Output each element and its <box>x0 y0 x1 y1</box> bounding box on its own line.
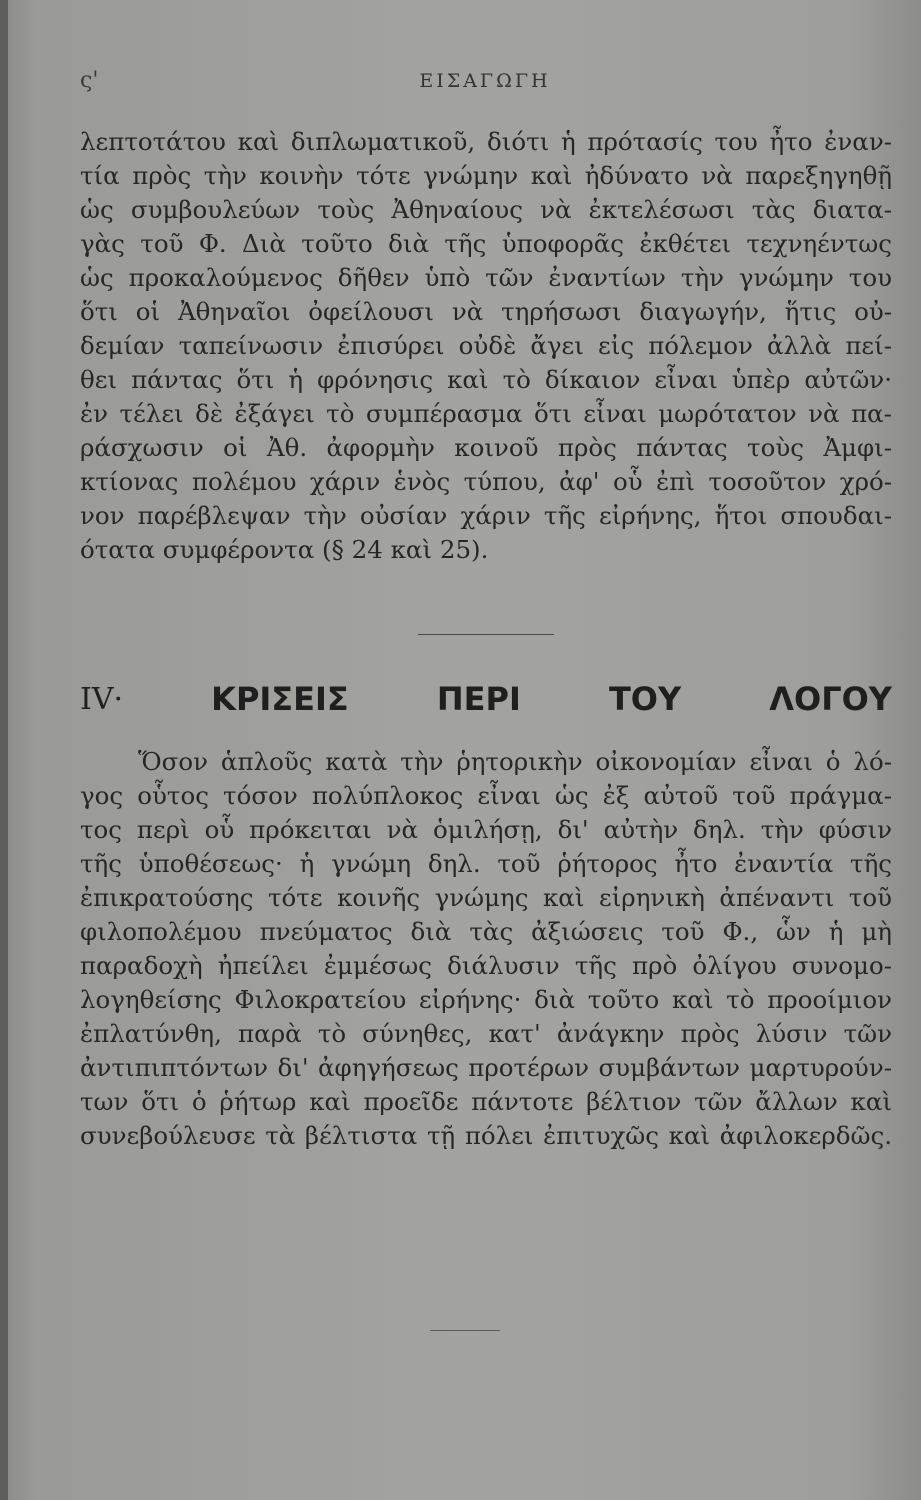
text-line: τος περὶ οὗ πρόκειται νὰ ὁμιλήσῃ, δι' αὐτὴν δηλ. τὴν φύσιν <box>80 815 892 844</box>
text-line: ἀντιπιπτόντων δι' ἀφηγήσεως προτέρων συμβάντων μαρτυρούν- <box>80 1053 892 1082</box>
text-line: ὅτι οἱ Ἀθηναῖοι ὀφείλουσι νὰ τηρήσωσι διαγωγήν, ἥτις οὐ- <box>80 297 892 326</box>
text-line-last: ότατα συμφέροντα (§ 24 καὶ 25). <box>80 535 489 564</box>
heading-word: ΤΟΥ <box>608 680 682 718</box>
text-line: ἐπλατύνθη, παρὰ τὸ σύνηθες, κατ' ἀνάγκην πρὸς λύσιν τῶν <box>80 1019 892 1048</box>
text-line: λογηθείσης Φιλοκρατείου εἰρήνης· διὰ τοῦτο καὶ τὸ προοίμιον <box>80 985 892 1014</box>
section-heading <box>80 676 892 722</box>
end-ornament-rule <box>430 1330 500 1331</box>
section-number: IV· <box>80 681 124 717</box>
page-header <box>80 68 890 104</box>
page-edge-shadow <box>0 0 8 1500</box>
paragraph-2 <box>80 745 892 1153</box>
text-line: νον παρέβλεψαν τὴν οὐσίαν χάριν τῆς εἰρήνης, ἥτοι σπουδαι- <box>80 501 892 530</box>
heading-word: ΛΟΓΟΥ <box>769 680 892 718</box>
text-line: λεπτοτάτου καὶ διπλωματικοῦ, διότι ἡ πρότασίς του ἦτο ἐναν- <box>80 127 892 156</box>
text-line: ἐπικρατούσης τότε κοινῆς γνώμης καὶ εἰρηνικὴ ἀπέναντι τοῦ <box>80 883 892 912</box>
running-head: ΕΙΣΑΓΩΓΗ <box>419 70 551 92</box>
page-number: ς' <box>80 68 99 93</box>
text-line: κτίονας πολέμου χάριν ἑνὸς τύπου, ἀφ' οὗ ἐπὶ τοσοῦτον χρό- <box>80 467 892 496</box>
text-line: τία πρὸς τὴν κοινὴν τότε γνώμην καὶ ἠδύνατο νὰ παρεξηγηθῇ <box>80 161 892 190</box>
text-line: δεμίαν ταπείνωσιν ἐπισύρει οὐδὲ ἄγει εἰς πόλεμον ἀλλὰ πεί- <box>80 331 892 360</box>
text-line: συνεβούλευσε τὰ βέλτιστα τῇ πόλει ἐπιτυχῶς καὶ ἀφιλοκερδῶς. <box>80 1121 892 1150</box>
text-line: τῆς ὑποθέσεως· ἡ γνώμη δηλ. τοῦ ῥήτορος ἦτο ἐναντία τῆς <box>80 849 892 878</box>
text-line: παραδοχὴ ἠπείλει ἐμμέσως διάλυσιν τῆς πρὸ ὀλίγου συνομο- <box>80 951 892 980</box>
text-line: ὡς προκαλούμενος δῆθεν ὑπὸ τῶν ἐναντίων τὴν γνώμην του <box>80 263 892 292</box>
text-line: φιλοπολέμου πνεύματος διὰ τὰς ἀξιώσεις τοῦ Φ., ὧν ἡ μὴ <box>80 917 892 946</box>
text-line: ὡς συμβουλεύων τοὺς Ἀθηναίους νὰ ἐκτελέσωσι τὰς διατα- <box>80 195 892 224</box>
text-line: γος οὗτος τόσον πολύπλοκος εἶναι ὡς ἐξ αὐτοῦ τοῦ πράγμα- <box>80 781 892 810</box>
text-line: γὰς τοῦ Φ. Διὰ τοῦτο διὰ τῆς ὑποφορᾶς ἐκθέτει τεχνηέντως <box>80 229 892 258</box>
paragraph-1 <box>80 125 892 567</box>
text-line: ράσχωσιν οἱ Ἀθ. ἀφορμὴν κοινοῦ πρὸς πάντας τοὺς Ἀμφι- <box>80 433 892 462</box>
text-line-first: Ὅσον ἁπλοῦς κατὰ τὴν ῥητορικὴν οἰκονομίαν εἶναι ὁ λό- <box>138 747 892 776</box>
section-divider <box>418 634 554 635</box>
text-line: των ὅτι ὁ ῥήτωρ καὶ προεῖδε πάντοτε βέλτιον τῶν ἄλλων καὶ <box>80 1087 892 1116</box>
text-line: θει πάντας ὅτι ἡ φρόνησις καὶ τὸ δίκαιον εἶναι ὑπὲρ αὐτῶν· <box>80 365 892 394</box>
heading-word: ΚΡΙΣΕΙΣ <box>211 680 349 718</box>
heading-word: ΠΕΡΙ <box>436 680 521 718</box>
text-line: ἐν τέλει δὲ ἐξάγει τὸ συμπέρασμα ὅτι εἶναι μωρότατον νὰ πα- <box>80 399 892 428</box>
